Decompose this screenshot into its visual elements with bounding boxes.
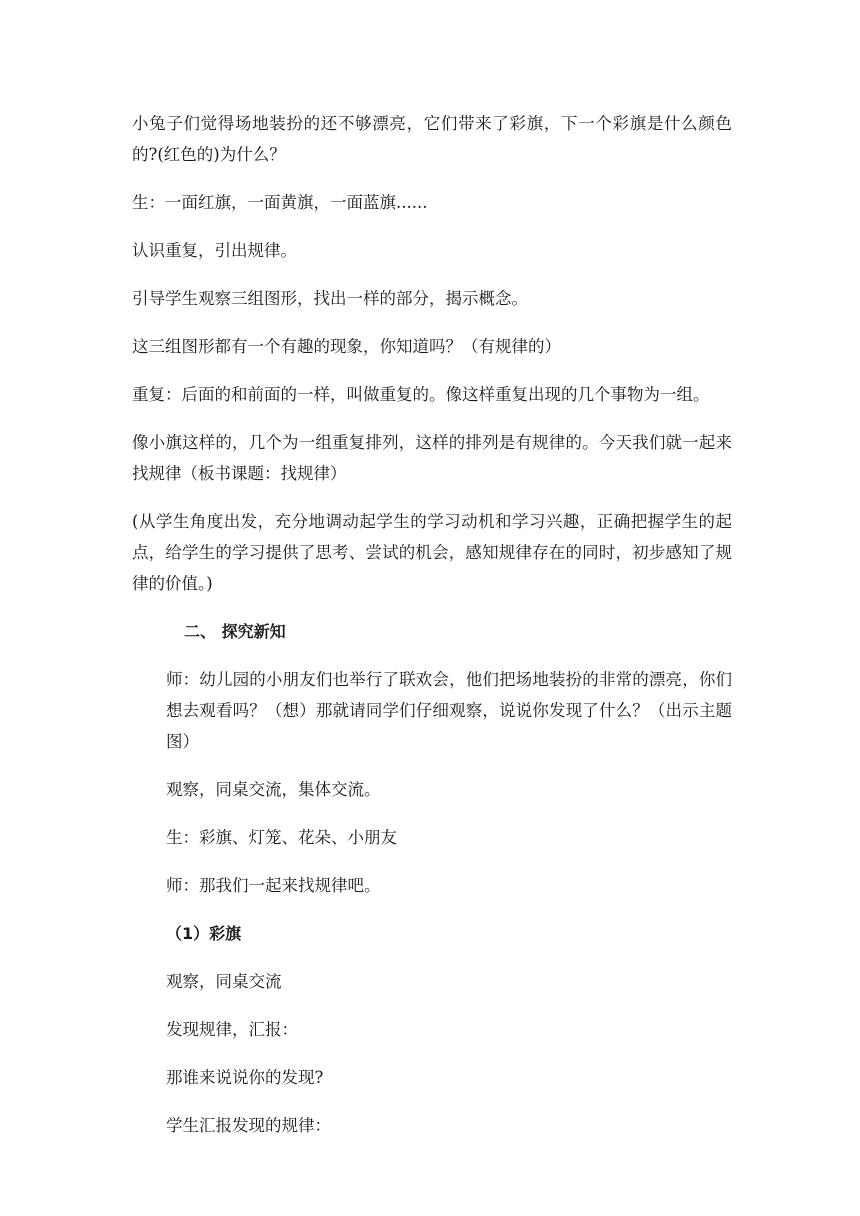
- paragraph-teacher-find: 师：那我们一起来找规律吧。: [166, 876, 381, 895]
- paragraph-observe-pair: 观察，同桌交流: [166, 972, 282, 991]
- sub-heading-flags: （1）彩旗: [166, 924, 242, 943]
- paragraph-student-report: 学生汇报发现的规律：: [166, 1116, 331, 1135]
- paragraph-design-note: (从学生角度出发，充分地调动起学生的学习动机和学习兴趣，正确把握学生的起点，给学生的学习提供了思考、尝试的机会，感知规律存在的同时，初步感知了规律的价值。): [132, 512, 732, 593]
- paragraph-flag-question: 小兔子们觉得场地装扮的还不够漂亮，它们带来了彩旗，下一个彩旗是什么颜色的?(红色的)为什么？: [132, 114, 732, 164]
- paragraph-observe-discuss: 观察，同桌交流，集体交流。: [166, 780, 381, 799]
- section-heading-explore: 二、 探究新知: [184, 622, 286, 641]
- paragraph-who-says: 那谁来说说你的发现?: [166, 1068, 324, 1087]
- paragraph-find-pattern-intro: 像小旗这样的，几个为一组重复排列，这样的排列是有规律的。今天我们就一起来找规律（板书课题：找规律）: [132, 433, 732, 483]
- paragraph-interesting-phenomenon: 这三组图形都有一个有趣的现象，你知道吗？（有规律的）: [132, 337, 561, 356]
- paragraph-student-answer: 生：一面红旗，一面黄旗，一面蓝旗......: [132, 193, 428, 212]
- paragraph-teacher-kindergarten: 师：幼儿园的小朋友们也举行了联欢会，他们把场地装扮的非常的漂亮，你们想去观看吗？（想）那就请同学们仔细观察，说说你发现了什么？（出示主题图）: [166, 670, 732, 751]
- paragraph-guide-observe: 引导学生观察三组图形，找出一样的部分，揭示概念。: [132, 289, 528, 308]
- document-page: [132, 108, 732, 1158]
- paragraph-repeat-definition: 重复：后面的和前面的一样，叫做重复的。像这样重复出现的几个事物为一组。: [132, 385, 710, 404]
- paragraph-discover-report: 发现规律，汇报：: [166, 1020, 298, 1039]
- paragraph-student-list: 生：彩旗、灯笼、花朵、小朋友: [166, 828, 397, 847]
- paragraph-recognize-repeat: 认识重复，引出规律。: [132, 241, 297, 260]
